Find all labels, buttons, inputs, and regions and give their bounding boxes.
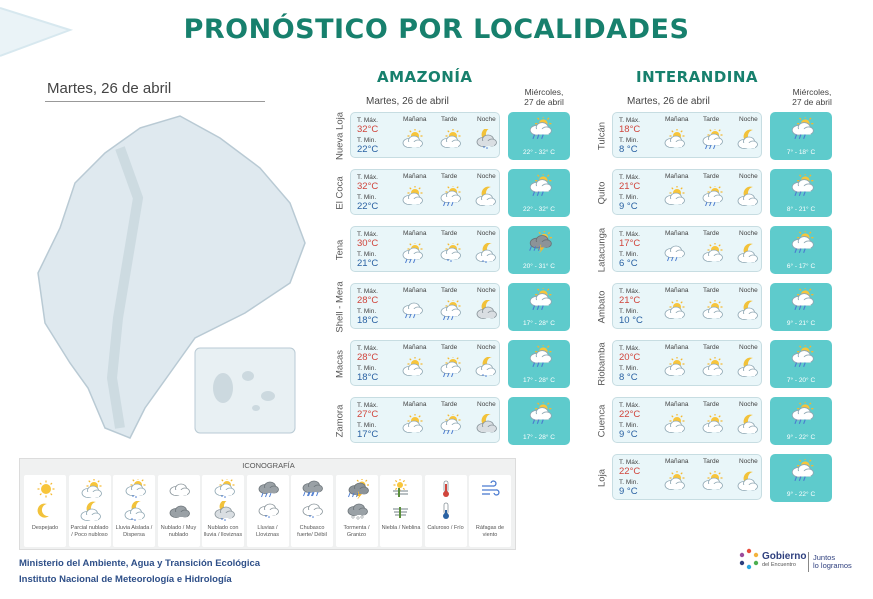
- day-forecast-card: [612, 226, 762, 272]
- partly-cloudy-rain-icon: [789, 117, 815, 139]
- city-name: Riobamba: [596, 342, 608, 386]
- legend-label: Caluroso / Frío: [427, 525, 464, 531]
- gobierno-logo-text: Gobierno del Encuentro: [762, 551, 807, 568]
- cloud-drizzle-icon: [301, 501, 325, 521]
- forecast-row: [332, 397, 572, 445]
- cloudy-night-icon: [474, 414, 498, 434]
- temp-range: 17° - 28° C: [523, 377, 555, 384]
- day-forecast-card: [612, 454, 762, 500]
- forecast-row: [594, 169, 834, 217]
- forecast-row: [594, 340, 834, 388]
- next-day-card: [508, 340, 570, 388]
- next-day-card: [770, 454, 832, 502]
- tmax-value: 32°C: [357, 181, 379, 192]
- partly-cloudy-icon: [400, 414, 424, 434]
- partly-cloudy-rain-icon: [400, 243, 424, 263]
- city-name: Tulcán: [596, 121, 608, 151]
- temp-range: 22° - 32° C: [523, 206, 555, 213]
- tmax-value: 27°C: [357, 409, 379, 420]
- tmax-value: 17°C: [619, 238, 641, 249]
- tmax-label: T. Máx.: [619, 117, 640, 124]
- partly-cloudy-rain-icon: [527, 288, 553, 310]
- logo-divider: [808, 552, 809, 572]
- legend-label: Parcial nublado / Poco nubloso: [70, 525, 109, 538]
- tmin-label: T. Min.: [357, 422, 377, 429]
- tmax-label: T. Máx.: [619, 288, 640, 295]
- partly-cloudy-icon: [400, 186, 424, 206]
- tmax-label: T. Máx.: [357, 231, 378, 238]
- legend-item: [336, 475, 378, 547]
- temp-range: 22° - 32° C: [523, 149, 555, 156]
- legend-label: Ráfagas de viento: [475, 525, 505, 538]
- partly-cloudy-rain-icon: [789, 345, 815, 367]
- partly-cloudy-icon: [700, 414, 724, 434]
- temp-range: 9° - 21° C: [786, 320, 816, 327]
- legend-label: Lluvia Aislada / Dispersa: [115, 525, 153, 538]
- period-label: Mañana: [403, 344, 427, 351]
- next-day-card: [770, 169, 832, 217]
- mist-icon: [390, 501, 414, 521]
- region-title: INTERANDINA: [636, 68, 759, 86]
- partly-cloudy-rain-icon: [438, 357, 462, 377]
- partly-cloudy-night-icon: [736, 471, 760, 491]
- partly-cloudy-night-drizzle-icon: [474, 357, 498, 377]
- partly-cloudy-rain-icon: [438, 186, 462, 206]
- next-day-card: [508, 397, 570, 445]
- forecast-row: [332, 226, 572, 274]
- temp-range: 17° - 28° C: [523, 320, 555, 327]
- partly-cloudy-rain-icon: [789, 402, 815, 424]
- rain-icon: [400, 300, 424, 320]
- temp-range: 8° - 21° C: [786, 206, 816, 213]
- legend-title: ICONOGRAFÍA: [242, 461, 295, 470]
- next-day-label: Miércoles, 27 de abril: [792, 87, 832, 107]
- partly-cloudy-icon: [700, 243, 724, 263]
- cloud-drizzle-icon: [257, 501, 281, 521]
- thunderstorm-icon: [346, 479, 370, 499]
- tmax-label: T. Máx.: [357, 117, 378, 124]
- partly-cloudy-rain-icon: [789, 174, 815, 196]
- partly-cloudy-icon: [662, 129, 686, 149]
- period-label: Tarde: [441, 287, 458, 294]
- period-label: Noche: [739, 116, 758, 123]
- next-day-card: [508, 226, 570, 274]
- partly-cloudy-rain-icon: [527, 345, 553, 367]
- tmax-value: 28°C: [357, 295, 379, 306]
- partly-cloudy-night-icon: [736, 243, 760, 263]
- tmin-value: 8 °C: [619, 372, 638, 383]
- legend-item: [24, 475, 66, 547]
- period-label: Tarde: [441, 116, 458, 123]
- city-name: Loja: [596, 469, 608, 487]
- partly-cloudy-night-icon: [736, 300, 760, 320]
- thunderstorm-icon: [527, 231, 553, 253]
- partly-cloudy-drizzle-icon: [438, 243, 462, 263]
- partly-cloudy-icon: [662, 414, 686, 434]
- tmax-label: T. Máx.: [357, 174, 378, 181]
- tmin-value: 18°C: [357, 372, 379, 383]
- wind-icon: [479, 479, 503, 499]
- period-label: Mañana: [403, 401, 427, 408]
- day-forecast-card: [612, 340, 762, 386]
- city-name: Macas: [334, 350, 346, 378]
- city-name: Latacunga: [596, 227, 608, 273]
- tmin-value: 9 °C: [619, 486, 638, 497]
- map-date-divider: [45, 101, 265, 102]
- legend-item: [113, 475, 155, 547]
- period-label: Noche: [739, 230, 758, 237]
- tmax-value: 32°C: [357, 124, 379, 135]
- day-forecast-card: [350, 169, 500, 215]
- partly-cloudy-rain-icon: [527, 174, 553, 196]
- partly-cloudy-rain-icon: [527, 117, 553, 139]
- period-label: Mañana: [665, 116, 689, 123]
- tmin-value: 9 °C: [619, 201, 638, 212]
- city-name: Ambato: [596, 290, 608, 324]
- period-label: Tarde: [441, 173, 458, 180]
- tmax-label: T. Máx.: [619, 174, 640, 181]
- next-day-card: [508, 112, 570, 160]
- partly-cloudy-rain-icon: [700, 186, 724, 206]
- partly-cloudy-icon: [700, 300, 724, 320]
- next-day-card: [770, 283, 832, 331]
- tmax-value: 21°C: [619, 181, 641, 192]
- tmax-value: 20°C: [619, 352, 641, 363]
- partly-cloudy-night-icon: [736, 357, 760, 377]
- map-date: Martes, 26 de abril: [47, 80, 172, 97]
- next-day-card: [770, 397, 832, 445]
- partly-cloudy-night-drizzle-icon: [474, 243, 498, 263]
- legend-item: [202, 475, 244, 547]
- tmin-label: T. Min.: [619, 479, 639, 486]
- period-label: Noche: [739, 344, 758, 351]
- partly-cloudy-icon: [700, 471, 724, 491]
- tmin-label: T. Min.: [619, 308, 639, 315]
- tmax-value: 18°C: [619, 124, 641, 135]
- partly-cloudy-rain-icon: [789, 459, 815, 481]
- day-forecast-card: [350, 226, 500, 272]
- forecast-row: [594, 454, 834, 502]
- day-forecast-card: [612, 283, 762, 329]
- temp-range: 9° - 22° C: [786, 491, 816, 498]
- city-name: Cuenca: [596, 404, 608, 438]
- temp-range: 6° - 17° C: [786, 263, 816, 270]
- partly-cloudy-drizzle-icon: [212, 479, 236, 499]
- period-label: Noche: [477, 173, 496, 180]
- partly-cloudy-night-icon: [474, 186, 498, 206]
- tmin-value: 9 °C: [619, 429, 638, 440]
- partly-cloudy-night-icon: [736, 129, 760, 149]
- period-label: Tarde: [703, 287, 720, 294]
- fog-icon: [390, 479, 414, 499]
- tmin-label: T. Min.: [619, 251, 639, 258]
- gobierno-motto: Juntos lo logramos: [813, 553, 852, 570]
- legend-label: Despejado: [31, 525, 59, 531]
- period-label: Noche: [477, 344, 496, 351]
- tmax-label: T. Máx.: [619, 345, 640, 352]
- partly-cloudy-icon: [438, 129, 462, 149]
- legend-item: [69, 475, 111, 547]
- tmax-value: 22°C: [619, 466, 641, 477]
- tmax-value: 28°C: [357, 352, 379, 363]
- heavy-rain-icon: [301, 479, 325, 499]
- day-forecast-card: [350, 340, 500, 386]
- period-label: Mañana: [403, 116, 427, 123]
- region-date: Martes, 26 de abril: [366, 96, 449, 107]
- page-title: PRONÓSTICO POR LOCALIDADES: [183, 14, 690, 45]
- tmax-label: T. Máx.: [357, 288, 378, 295]
- thermometer-cold-icon: [435, 501, 459, 521]
- next-day-card: [508, 283, 570, 331]
- tmin-label: T. Min.: [619, 137, 639, 144]
- legend-label: Chubasco fuerte/ Débil: [297, 525, 327, 538]
- tmin-label: T. Min.: [357, 194, 377, 201]
- temp-range: 17° - 28° C: [523, 434, 555, 441]
- partly-cloudy-rain-icon: [700, 129, 724, 149]
- period-label: Mañana: [665, 401, 689, 408]
- tmin-label: T. Min.: [619, 365, 639, 372]
- partly-cloudy-icon: [662, 300, 686, 320]
- tmax-label: T. Máx.: [619, 402, 640, 409]
- legend-item: [247, 475, 289, 547]
- period-label: Noche: [739, 401, 758, 408]
- day-forecast-card: [612, 112, 762, 158]
- partly-cloudy-night-drizzle-icon: [123, 501, 147, 521]
- next-day-label: Miércoles, 27 de abril: [524, 87, 564, 107]
- day-forecast-card: [350, 112, 500, 158]
- period-label: Tarde: [703, 116, 720, 123]
- period-label: Noche: [477, 401, 496, 408]
- tmin-label: T. Min.: [619, 422, 639, 429]
- legend-item: [425, 475, 467, 547]
- partly-cloudy-icon: [662, 471, 686, 491]
- partly-cloudy-icon: [662, 357, 686, 377]
- next-day-card: [770, 112, 832, 160]
- temp-range: 20° - 31° C: [523, 263, 555, 270]
- tmin-value: 21°C: [357, 258, 379, 269]
- sun-icon: [34, 479, 58, 499]
- tmax-label: T. Máx.: [357, 402, 378, 409]
- partly-cloudy-rain-icon: [789, 231, 815, 253]
- period-label: Mañana: [403, 173, 427, 180]
- partly-cloudy-rain-icon: [438, 300, 462, 320]
- period-label: Mañana: [665, 458, 689, 465]
- period-label: Noche: [739, 287, 758, 294]
- day-forecast-card: [612, 169, 762, 215]
- iconography-legend: [19, 458, 516, 550]
- tmin-value: 6 °C: [619, 258, 638, 269]
- tmin-value: 17°C: [357, 429, 379, 440]
- tmin-label: T. Min.: [357, 137, 377, 144]
- next-day-card: [770, 340, 832, 388]
- cloudy-night-drizzle-icon: [212, 501, 236, 521]
- next-day-card: [508, 169, 570, 217]
- temp-range: 7° - 20° C: [786, 377, 816, 384]
- day-forecast-card: [612, 397, 762, 443]
- period-label: Tarde: [703, 401, 720, 408]
- partly-cloudy-icon: [79, 479, 103, 499]
- dark-cloud-icon: [168, 501, 192, 521]
- partly-cloudy-icon: [400, 357, 424, 377]
- tmin-value: 10 °C: [619, 315, 643, 326]
- period-label: Mañana: [665, 344, 689, 351]
- period-label: Tarde: [703, 344, 720, 351]
- ecuador-map: [20, 108, 320, 448]
- tmin-label: T. Min.: [357, 308, 377, 315]
- legend-label: Lluvias / Lloviznas: [256, 525, 279, 538]
- legend-label: Nublado con lluvia / lloviznas: [203, 525, 243, 538]
- partly-cloudy-drizzle-icon: [123, 479, 147, 499]
- tmin-label: T. Min.: [357, 251, 377, 258]
- region-title: AMAZONÍA: [377, 68, 473, 86]
- forecast-row: [332, 169, 572, 217]
- temp-range: 7° - 18° C: [786, 149, 816, 156]
- footer-institute: Instituto Nacional de Meteorología e Hidrología: [19, 574, 232, 585]
- partly-cloudy-night-icon: [736, 186, 760, 206]
- period-label: Tarde: [441, 401, 458, 408]
- city-name: Quito: [596, 181, 608, 205]
- legend-label: Niebla / Neblina: [381, 525, 421, 531]
- legend-label: Nublado / Muy nublado: [160, 525, 197, 538]
- day-forecast-card: [350, 397, 500, 443]
- tmax-label: T. Máx.: [619, 231, 640, 238]
- period-label: Tarde: [441, 230, 458, 237]
- cloudy-night-drizzle-icon: [474, 129, 498, 149]
- tmin-value: 22°C: [357, 144, 379, 155]
- period-label: Mañana: [665, 230, 689, 237]
- period-label: Noche: [477, 287, 496, 294]
- city-name: Zamora: [334, 404, 346, 438]
- moon-icon: [34, 501, 58, 521]
- tmin-value: 8 °C: [619, 144, 638, 155]
- partly-cloudy-rain-icon: [789, 288, 815, 310]
- footer-ministry: Ministerio del Ambiente, Agua y Transición Ecológica: [19, 558, 261, 569]
- forecast-row: [594, 283, 834, 331]
- period-label: Noche: [739, 458, 758, 465]
- period-label: Mañana: [403, 230, 427, 237]
- period-label: Tarde: [441, 344, 458, 351]
- period-label: Tarde: [703, 458, 720, 465]
- partly-cloudy-icon: [400, 129, 424, 149]
- legend-item: [291, 475, 333, 547]
- period-label: Mañana: [665, 287, 689, 294]
- period-label: Mañana: [403, 287, 427, 294]
- tmax-label: T. Máx.: [357, 345, 378, 352]
- city-name: Tena: [334, 239, 346, 261]
- partly-cloudy-rain-icon: [438, 414, 462, 434]
- next-day-card: [770, 226, 832, 274]
- partly-cloudy-icon: [700, 357, 724, 377]
- region-date: Martes, 26 de abril: [627, 96, 710, 107]
- tmin-value: 22°C: [357, 201, 379, 212]
- cloud-icon: [168, 479, 192, 499]
- tmin-label: T. Min.: [619, 194, 639, 201]
- period-label: Noche: [477, 116, 496, 123]
- period-label: Tarde: [703, 230, 720, 237]
- legend-label: Tormenta / Granizo: [343, 525, 370, 538]
- legend-item: [469, 475, 511, 547]
- forecast-row: [332, 340, 572, 388]
- partly-cloudy-night-icon: [736, 414, 760, 434]
- forecast-row: [332, 283, 572, 331]
- tmax-label: T. Máx.: [619, 459, 640, 466]
- city-name: Nueva Loja: [334, 111, 346, 161]
- period-label: Noche: [739, 173, 758, 180]
- day-forecast-card: [350, 283, 500, 329]
- tmin-label: T. Min.: [357, 365, 377, 372]
- tmax-value: 22°C: [619, 409, 641, 420]
- period-label: Tarde: [703, 173, 720, 180]
- gobierno-logo-icon: [737, 547, 761, 571]
- period-label: Noche: [477, 230, 496, 237]
- city-name: El Coca: [334, 176, 346, 210]
- tmin-value: 18°C: [357, 315, 379, 326]
- period-label: Mañana: [665, 173, 689, 180]
- tmax-value: 30°C: [357, 238, 379, 249]
- hail-icon: [346, 501, 370, 521]
- partly-cloudy-night-icon: [79, 501, 103, 521]
- cloudy-night-icon: [474, 300, 498, 320]
- legend-item: [380, 475, 422, 547]
- temp-range: 9° - 22° C: [786, 434, 816, 441]
- legend-item: [158, 475, 200, 547]
- forecast-row: [594, 226, 834, 274]
- forecast-row: [594, 112, 834, 160]
- rain-icon: [662, 243, 686, 263]
- forecast-row: [332, 112, 572, 160]
- thermometer-hot-icon: [435, 479, 459, 499]
- partly-cloudy-rain-icon: [527, 402, 553, 424]
- city-name: Shell - Mera: [334, 281, 346, 333]
- tmax-value: 21°C: [619, 295, 641, 306]
- partly-cloudy-icon: [662, 186, 686, 206]
- dark-cloud-rain-icon: [257, 479, 281, 499]
- forecast-row: [594, 397, 834, 445]
